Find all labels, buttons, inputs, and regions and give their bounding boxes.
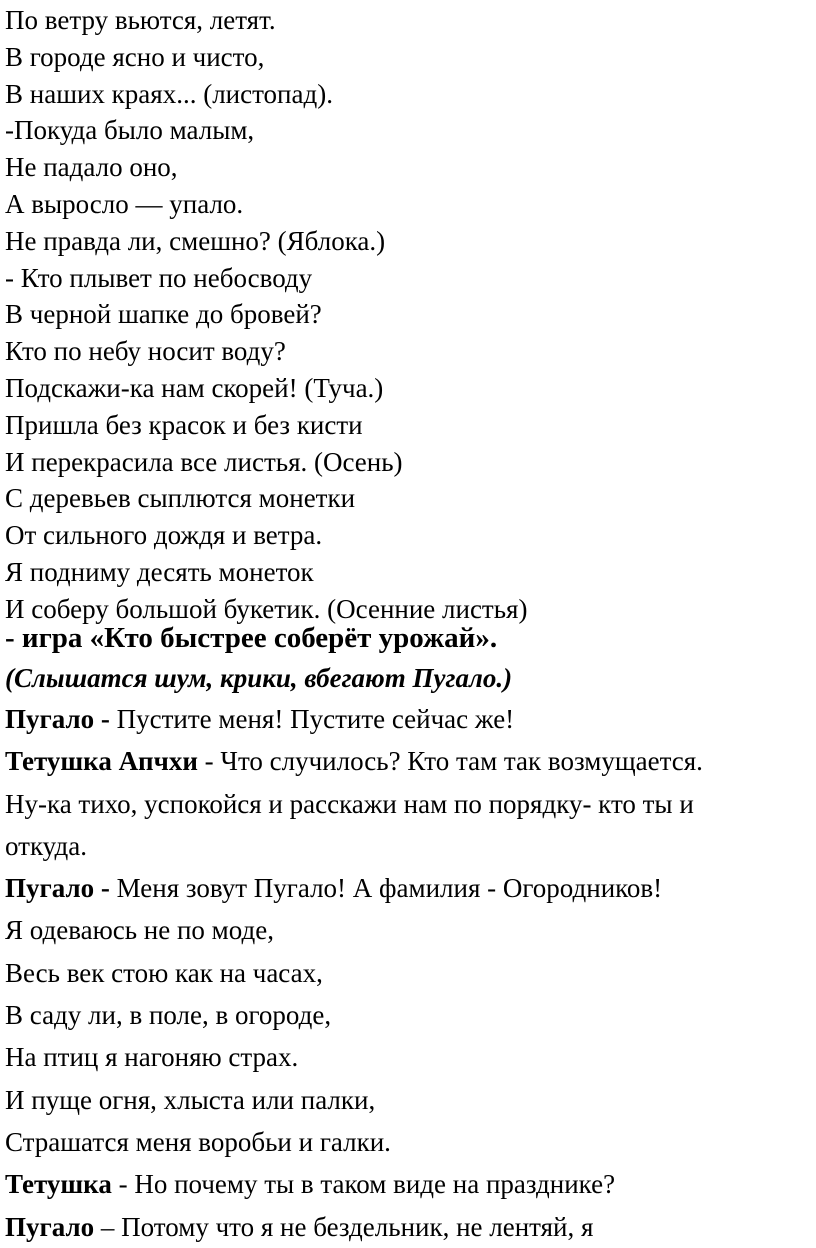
speech-text: - Что случилось? Кто там так возмущается. <box>197 746 703 777</box>
game-heading: - игра «Кто быстрее соберёт урожай». <box>5 622 498 654</box>
verse-line: В городе ясно и чисто, <box>5 41 265 72</box>
riddle-verses <box>5 2 811 628</box>
verse-line: Не правда ли, смешно? (Яблока.) <box>5 225 386 256</box>
verse-line: А выросло — упало. <box>5 188 244 219</box>
verse-line: Подскажи-ка нам скорей! (Туча.) <box>5 372 384 403</box>
speech-text: Страшатся меня воробьи и галки. <box>5 1126 391 1157</box>
dialog-line <box>5 783 816 825</box>
speaker-name: Пугало <box>5 1211 95 1242</box>
verse-line: Не падало оно, <box>5 152 178 183</box>
speech-text: И пуще огня, хлыста или палки, <box>5 1084 376 1115</box>
speech-text: Ну-ка тихо, успокойся и расскажи нам по порядку- кто ты и <box>5 788 694 819</box>
speech-text: откуда. <box>5 830 87 861</box>
dialog-line <box>5 825 816 867</box>
speech-text: В саду ли, в поле, в огороде, <box>5 1000 332 1031</box>
speech-text: Я одеваюсь не по моде, <box>5 915 274 946</box>
dialog-line <box>5 1036 816 1078</box>
dialog-line <box>5 867 816 909</box>
dialog-line <box>5 994 816 1036</box>
verse-line: Пришла без красок и без кисти <box>5 409 363 440</box>
dialog-block <box>5 698 816 1248</box>
dialog-line <box>5 909 816 951</box>
verse-line: - Кто плывет по небосводу <box>5 262 313 293</box>
verse-line: Кто по небу носит воду? <box>5 336 286 367</box>
speech-text: На птиц я нагоняю страх. <box>5 1042 299 1073</box>
stage-direction: (Слышатся шум, крики, вбегают Пугало.) <box>5 663 513 693</box>
speaker-name: Тетушка <box>5 1169 112 1200</box>
dialog-line <box>5 952 816 994</box>
verse-line: Я подниму десять монеток <box>5 556 314 587</box>
dialog-line <box>5 698 816 740</box>
speech-text: - Но почему ты в таком виде на празднике? <box>111 1169 616 1200</box>
speaker-name: Пугало - <box>5 873 110 904</box>
dialog-line <box>5 1163 816 1205</box>
verse-line: От сильного дождя и ветра. <box>5 520 323 551</box>
verse-line: В черной шапке до бровей? <box>5 299 322 330</box>
speech-text: Меня зовут Пугало! А фамилия - Огородников! <box>109 873 663 904</box>
speaker-name: Пугало - <box>5 704 110 734</box>
dialog-line <box>5 1079 816 1121</box>
speech-text: Весь век стою как на часах, <box>5 957 323 988</box>
verse-line: В наших краях... (листопад). <box>5 78 333 109</box>
verse-line: -Покуда было малым, <box>5 115 255 146</box>
speech-text: – Потому что я не бездельник, не лентяй, я <box>94 1211 594 1242</box>
verse-line: С деревьев сыплются монетки <box>5 483 356 514</box>
dialog-line <box>5 740 816 782</box>
verse-line: По ветру вьются, летят. <box>5 5 276 35</box>
dialog-line <box>5 1121 816 1163</box>
speaker-name: Тетушка Апчхи <box>5 746 198 777</box>
verse-line: И перекрасила все листья. (Осень) <box>5 446 403 477</box>
verse-line: И соберу большой букетик. (Осенние листья) <box>5 593 528 624</box>
speech-text: Пустите меня! Пустите сейчас же! <box>109 704 515 734</box>
